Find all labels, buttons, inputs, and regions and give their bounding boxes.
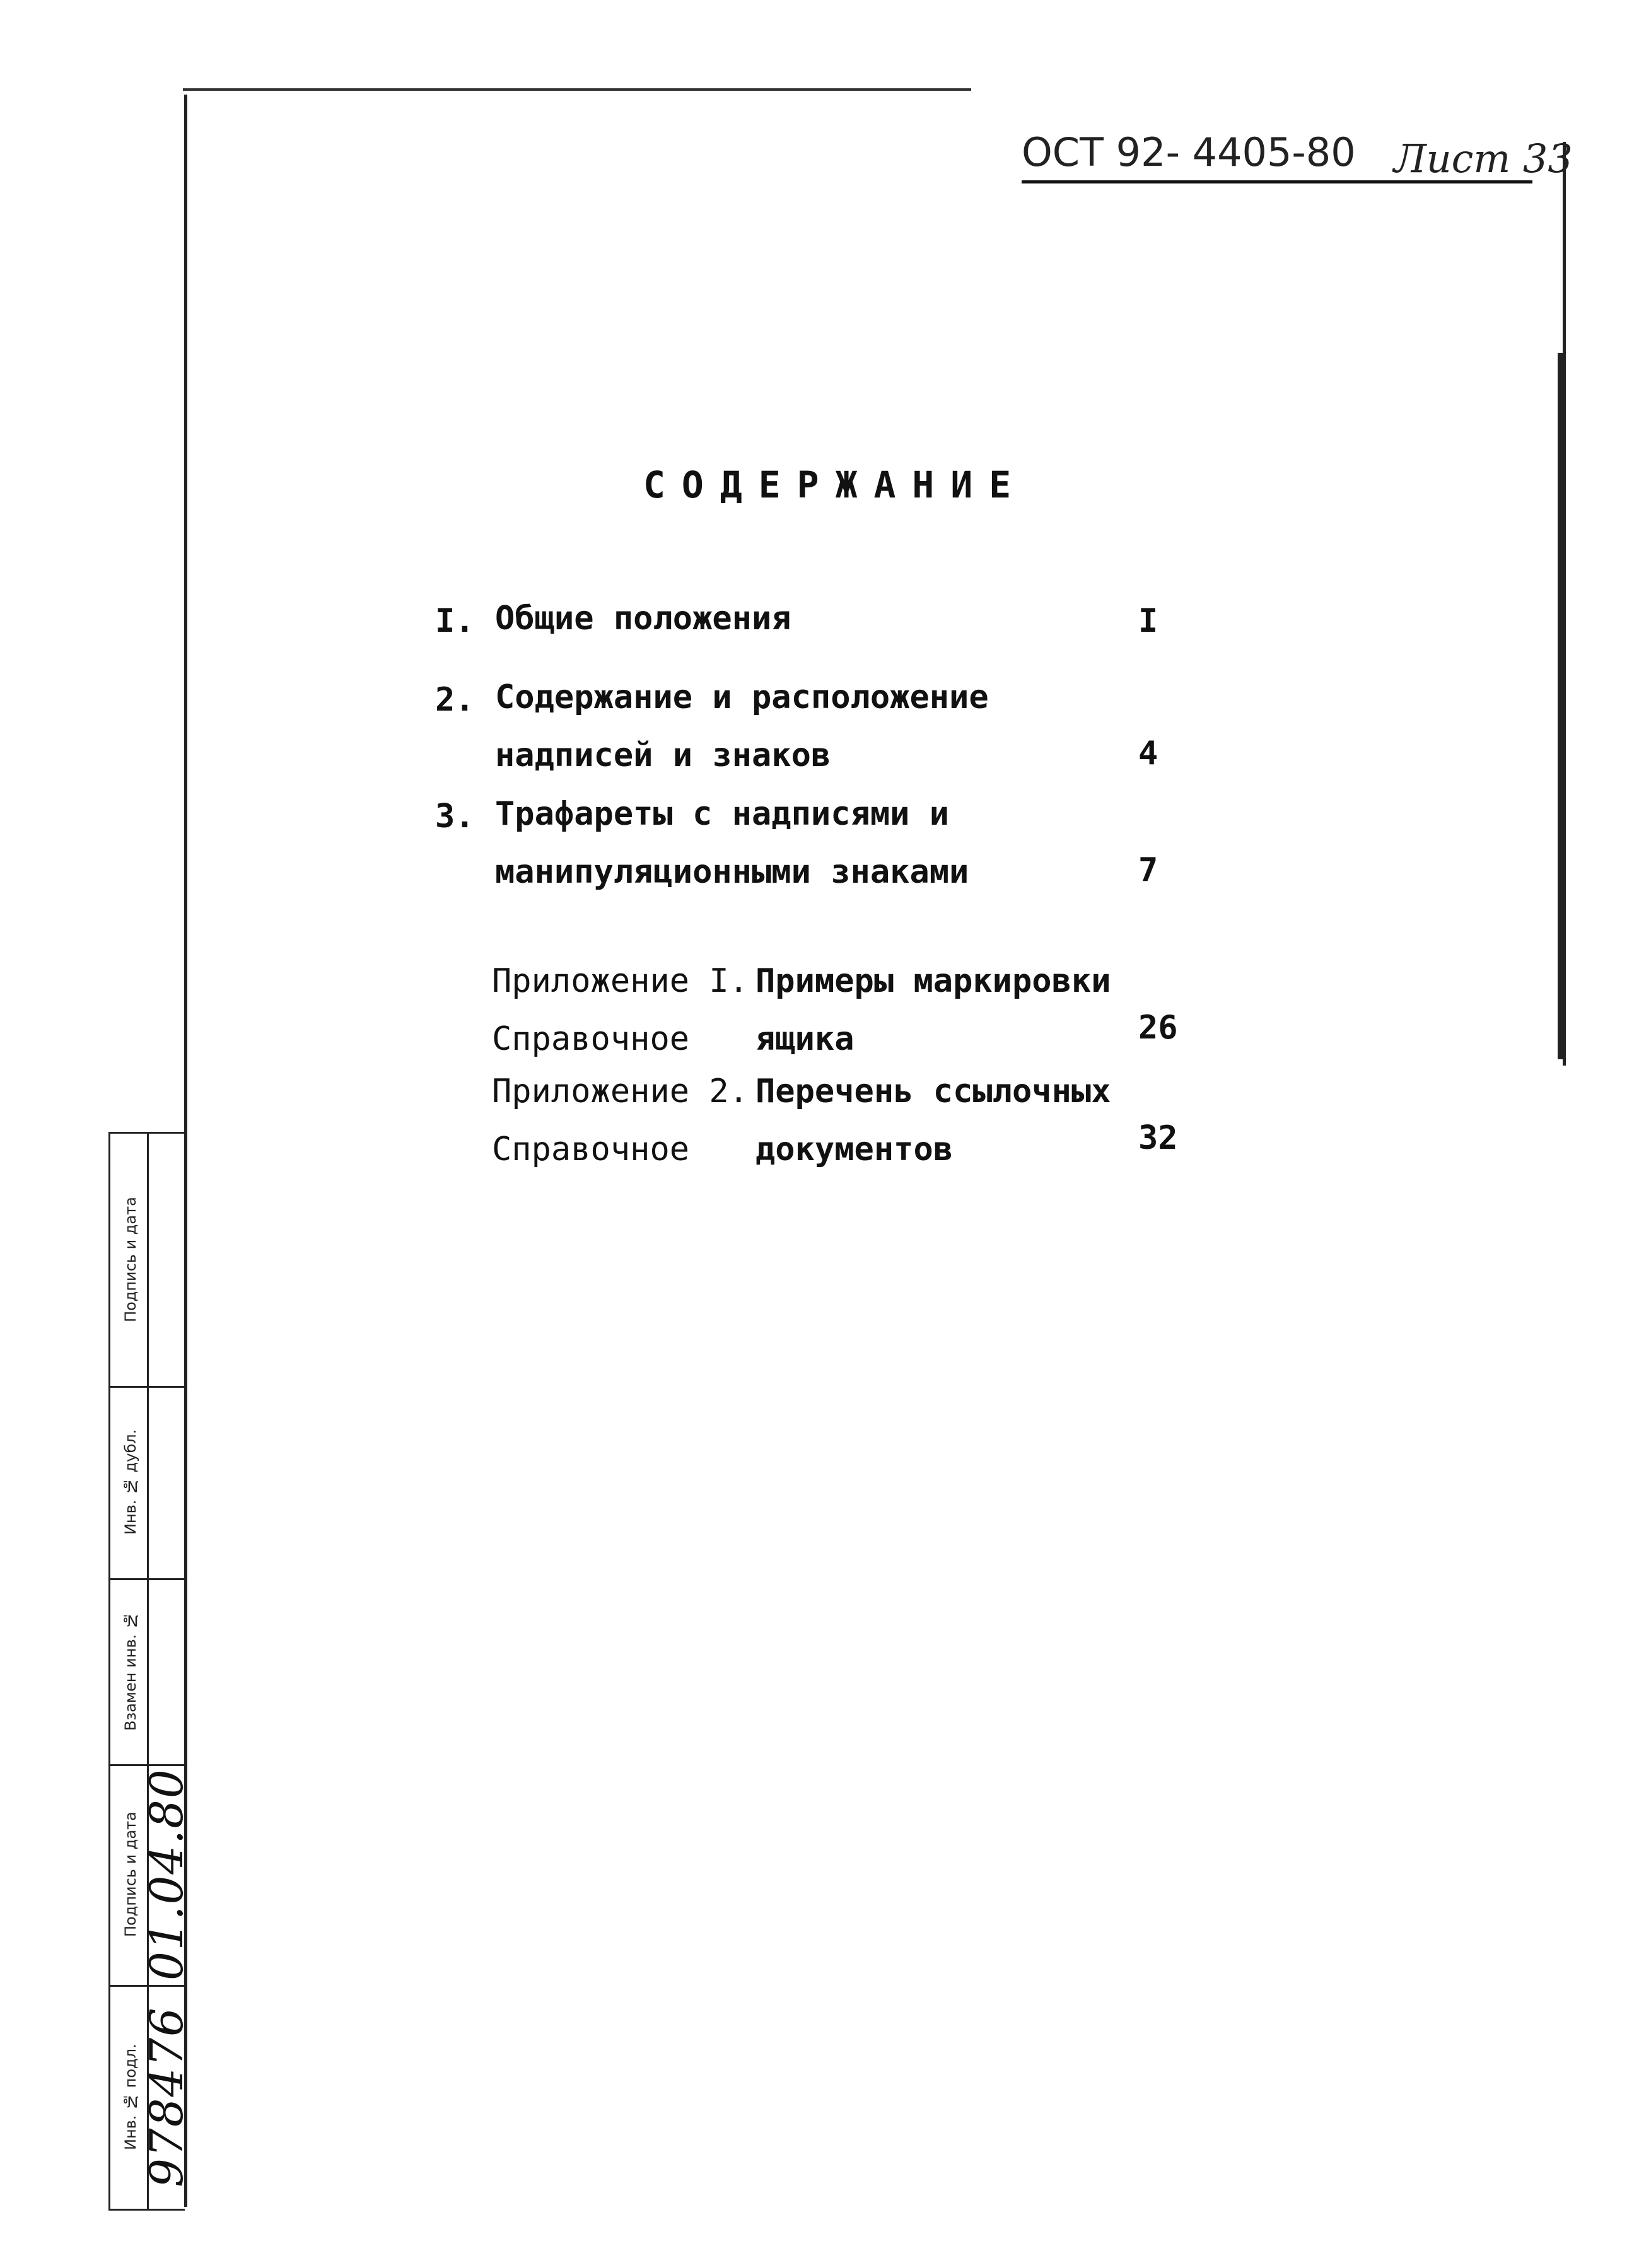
document-code: ОСТ 92- 4405-80 [1022,129,1356,175]
appendix-label-column [492,952,749,1068]
toc-item-page: 4 [1138,735,1158,772]
page-title: СОДЕРЖАНИЕ [643,463,1028,506]
appendix-label: Приложение I. [492,962,749,1000]
appendix-title-line: Перечень ссылочных [755,1073,1111,1110]
appendix-title-column [755,1062,1111,1178]
appendix-type: Справочное [492,1131,690,1168]
handwritten-inventory-number: 978476 [140,2006,193,2187]
stamp-label: Инв. № подл. [122,2044,139,2150]
toc-item-line: Общие положения [495,600,791,637]
frame-right-edge [1558,353,1565,1059]
stamp-label: Инв. № дубл. [122,1429,139,1535]
header-underline [1022,180,1532,183]
appendix-title-column [755,952,1111,1068]
toc-item-line: манипуляционными знаками [495,853,969,891]
toc-item-page: I [1138,602,1158,640]
toc-item-number: 2. [435,681,475,719]
frame-top-line [183,88,971,91]
appendix-title-line: ящика [755,1020,854,1058]
toc-item-number: I. [435,602,475,640]
appendix-label: Приложение 2. [492,1073,749,1110]
toc-item-text [495,668,989,784]
sheet-number: Лист 33 [1394,136,1573,182]
toc-item-page: 7 [1138,851,1158,889]
appendix-type: Справочное [492,1020,690,1058]
appendix-page: 26 [1138,1009,1178,1047]
handwritten-date: 01.04.80 [140,1768,193,1981]
toc-item-text [495,590,791,648]
toc-item-line: надписей и знаков [495,736,831,774]
stamp-label: Подпись и дата [122,1197,139,1323]
toc-item-line: Трафареты с надписями и [495,795,950,833]
toc-item-line: Содержание и расположение [495,678,989,716]
toc-item-number: 3. [435,798,475,835]
margin-stamp-table [108,1132,193,2211]
appendix-label-column [492,1062,749,1178]
appendix-title-line: Примеры маркировки [755,962,1111,1000]
stamp-label: Подпись и дата [122,1811,139,1938]
appendix-page: 32 [1138,1119,1178,1157]
appendix-title-line: документов [755,1131,954,1168]
stamp-label: Взамен инв. № [122,1612,139,1731]
toc-item-text [495,785,969,901]
